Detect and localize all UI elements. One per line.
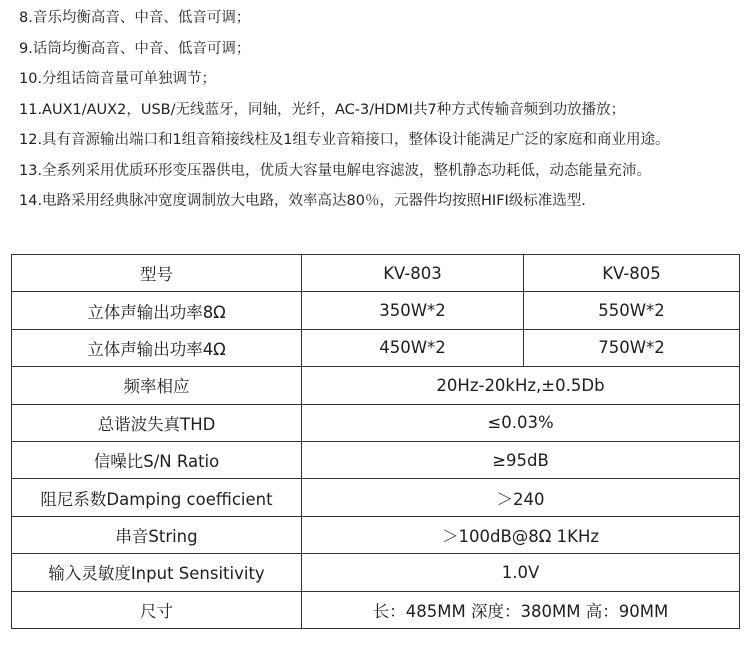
model-a-name: KV-803 xyxy=(302,255,524,292)
row-label: 总谐波失真THD xyxy=(12,404,302,441)
feature-item-13: 13.全系列采用优质环形变压器供电，优质大容量电解电容滤波，整机静态功耗低，动态能量充沛。 xyxy=(19,162,652,179)
table-row-sensitivity xyxy=(12,554,740,591)
row-label: 信噪比S/N Ratio xyxy=(12,441,302,478)
feature-item-11: 11.AUX1/AUX2，USB/无线蓝牙，同轴，光纤，AC-3/HDMI共7种方式传输音频到功放播放； xyxy=(19,101,626,118)
feature-list xyxy=(19,3,749,217)
shared-value: ≥95dB xyxy=(302,441,740,478)
row-label: 型号 xyxy=(12,255,302,292)
row-label: 尺寸 xyxy=(12,591,302,628)
row-label: 频率相应 xyxy=(12,367,302,404)
feature-item-14: 14.电路采用经典脉冲宽度调制放大电路，效率高达80％，元器件均按照HIFI级标准选型. xyxy=(19,193,586,209)
model-b-value: 550W*2 xyxy=(524,292,740,329)
feature-item-9: 9.话筒均衡高音、中音、低音可调； xyxy=(19,40,251,57)
table-row-snr xyxy=(12,441,740,478)
feature-item-8: 8.音乐均衡高音、中音、低音可调； xyxy=(19,10,251,26)
shared-value: ＞240 xyxy=(302,479,740,516)
table-row-crosstalk xyxy=(12,516,740,553)
row-label: 立体声输出功率4Ω xyxy=(12,329,302,366)
table-row-power-4ohm xyxy=(12,329,740,366)
row-label: 阻尼系数Damping coefficient xyxy=(12,479,302,516)
table-row-dimensions xyxy=(12,591,740,628)
model-a-value: 350W*2 xyxy=(302,292,524,329)
model-b-name: KV-805 xyxy=(524,255,740,292)
table-row-thd xyxy=(12,404,740,441)
shared-value: 长：485MM 深度：380MM 高：90MM xyxy=(302,591,740,628)
row-label: 立体声输出功率8Ω xyxy=(12,292,302,329)
spec-table xyxy=(11,254,740,629)
row-label: 串音String xyxy=(12,516,302,553)
shared-value: ＞100dB@8Ω 1KHz xyxy=(302,516,740,553)
shared-value: 20Hz-20kHz,±0.5Db xyxy=(302,367,740,404)
table-row-damping xyxy=(12,479,740,516)
table-row-model xyxy=(12,255,740,292)
shared-value: ≤0.03% xyxy=(302,404,740,441)
row-label: 输入灵敏度Input Sensitivity xyxy=(12,554,302,591)
feature-item-12: 12.具有音源输出端口和1组音箱接线柱及1组专业音箱接口，整体设计能满足广泛的家庭和商业用途。 xyxy=(19,132,670,148)
model-b-value: 750W*2 xyxy=(524,329,740,366)
feature-item-10: 10.分组话筒音量可单独调节； xyxy=(19,71,217,87)
shared-value: 1.0V xyxy=(302,554,740,591)
model-a-value: 450W*2 xyxy=(302,329,524,366)
table-row-frequency xyxy=(12,367,740,404)
table-row-power-8ohm xyxy=(12,292,740,329)
